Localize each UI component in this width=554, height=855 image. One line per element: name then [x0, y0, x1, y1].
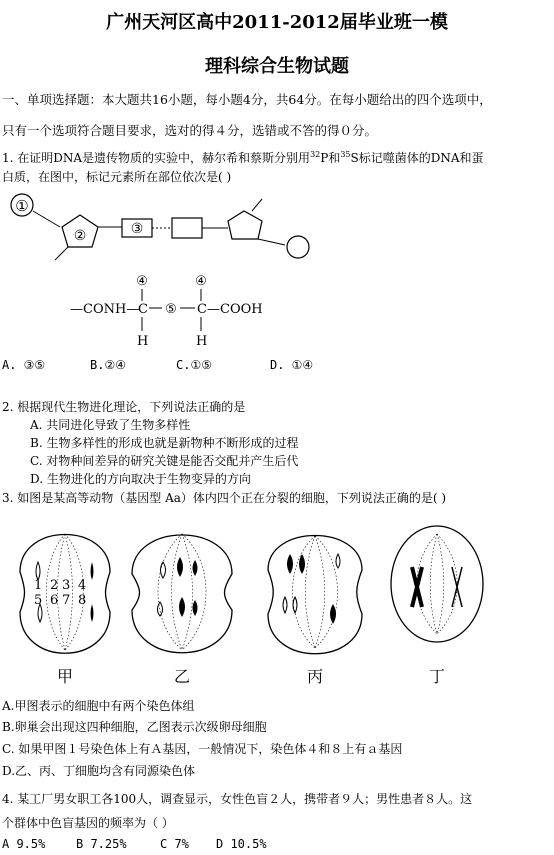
- q4-option-a[interactable]: A 9.5%: [2, 837, 46, 851]
- cell-bing-spindle: [293, 536, 338, 648]
- q3-option-b[interactable]: B.卵巢会出现这四种细胞，乙图表示次级卵母细胞: [2, 720, 267, 734]
- formula-carbon-2: C: [197, 302, 207, 317]
- cell-jia-number-7: 7: [62, 593, 71, 608]
- q2-option-b[interactable]: B. 生物多样性的形成也就是新物种不断形成的过程: [30, 436, 299, 450]
- phosphate-circle-2: [287, 236, 309, 258]
- cell-label-jia: 甲: [56, 667, 74, 686]
- bond-line: [55, 247, 68, 260]
- q3-option-c[interactable]: C. 如果甲图１号染色体上有Ａ基因，一般情况下，染色体４和８上有ａ基因: [2, 742, 403, 756]
- formula-h-1: H: [137, 334, 149, 349]
- q4-option-b[interactable]: B 7.25%: [76, 837, 127, 851]
- page-subtitle: 理科综合生物试题: [205, 56, 349, 77]
- diagram-label-4a: ④: [136, 274, 148, 289]
- q1-s-superscript: 35: [340, 150, 351, 159]
- cell-bing-chromosomes: [283, 554, 340, 624]
- cell-jia-number-2: 2: [50, 578, 59, 593]
- base-rect-2: [172, 218, 202, 238]
- q3-cell-diagram: [0, 512, 554, 692]
- section-instruction-line1: 一、单项选择题：本大题共16小题，每小题4分，共64分。在每小题给出的四个选项中，: [2, 92, 492, 107]
- q1-stem-part-b: S标记噬菌体的DNA和蛋: [350, 151, 484, 165]
- pentose-pentagon-2: [228, 211, 262, 239]
- cell-label-bing: 丙: [306, 667, 324, 686]
- q3-stem: 3. 如图是某高等动物（基因型 Aa）体内四个正在分裂的细胞，下列说法正确的是( ): [2, 491, 447, 505]
- bond-line: [258, 239, 285, 245]
- q2-option-d[interactable]: D. 生物进化的方向取决于生物变异的方向: [30, 472, 251, 486]
- cell-ding-spindle: [417, 534, 458, 634]
- q3-option-a[interactable]: A.甲图表示的细胞中有两个染色体组: [2, 699, 195, 713]
- q2-option-c[interactable]: C. 对物种间差异的研究关键是能否交配并产生后代: [30, 454, 299, 468]
- cell-jia-number-5: 5: [34, 593, 43, 608]
- q1-p-element: P和: [320, 151, 341, 165]
- q4-stem-line2: 个群体中色盲基因的频率为（ ）: [2, 816, 174, 830]
- cell-ding-chromosomes: [412, 567, 462, 607]
- q1-p-superscript: 32: [310, 150, 321, 159]
- bond-line: [252, 199, 262, 211]
- cell-label-yi: 乙: [173, 667, 191, 686]
- formula-h-2: H: [196, 334, 208, 349]
- cell-yi-spindle: [158, 534, 206, 650]
- formula-carbon-1: C: [138, 302, 148, 317]
- cell-jia-number-4: 4: [78, 578, 87, 593]
- cell-jia-number-6: 6: [50, 593, 59, 608]
- cell-jia-number-3: 3: [62, 578, 71, 593]
- cell-jia-number-1: 1: [34, 578, 43, 593]
- diagram-label-2: ②: [73, 228, 87, 244]
- q1-option-b[interactable]: B.②④: [90, 358, 126, 372]
- cell-jia-number-8: 8: [78, 593, 87, 608]
- cell-label-ding: 丁: [428, 667, 446, 686]
- cell-yi-chromosomes: [158, 557, 198, 617]
- q2-stem: 2. 根据现代生物进化理论，下列说法正确的是: [2, 400, 246, 414]
- diagram-label-4b: ④: [195, 274, 207, 289]
- q1-option-a[interactable]: A. ③⑤: [2, 358, 46, 372]
- page-title: 广州天河区高中2011-2012届毕业班一模: [106, 12, 448, 33]
- q1-stem-line1: [2, 149, 484, 166]
- diagram-label-5: ⑤: [165, 302, 177, 317]
- q1-option-d[interactable]: D. ①④: [270, 358, 314, 372]
- diagram-label-1: ①: [15, 197, 29, 215]
- section-instruction-line2: 只有一个选项符合题目要求，选对的得４分，选错或不答的得０分。: [2, 123, 378, 138]
- formula-left: —CONH—: [70, 302, 140, 317]
- q4-option-d[interactable]: D 10.5%: [216, 837, 267, 851]
- cell-ding-outline: [391, 526, 483, 642]
- q1-diagram: [0, 185, 335, 355]
- bond-line: [33, 211, 60, 227]
- cell-bing-outline: [268, 536, 362, 654]
- cell-yi-outline: [132, 535, 232, 653]
- q4-option-c[interactable]: C 7%: [160, 837, 189, 851]
- q2-option-a[interactable]: A. 共同进化导致了生物多样性: [30, 418, 191, 432]
- q4-stem-line1: 4. 某工厂男女职工各100人，调查显示，女性色盲２人，携带者９人；男性患者８人。这: [2, 792, 473, 806]
- q1-stem-line2: 白质，在图中，标记元素所在部位依次是( ): [2, 170, 232, 184]
- q1-stem-part-a: 1. 在证明DNA是遗传物质的实验中，赫尔希和蔡斯分别用: [2, 151, 311, 165]
- diagram-label-3: ③: [130, 221, 144, 237]
- q3-option-d[interactable]: D.乙、丙、丁细胞均含有同源染色体: [2, 764, 196, 778]
- formula-right: —COOH: [207, 302, 263, 317]
- q1-option-c[interactable]: C.①⑤: [176, 358, 212, 372]
